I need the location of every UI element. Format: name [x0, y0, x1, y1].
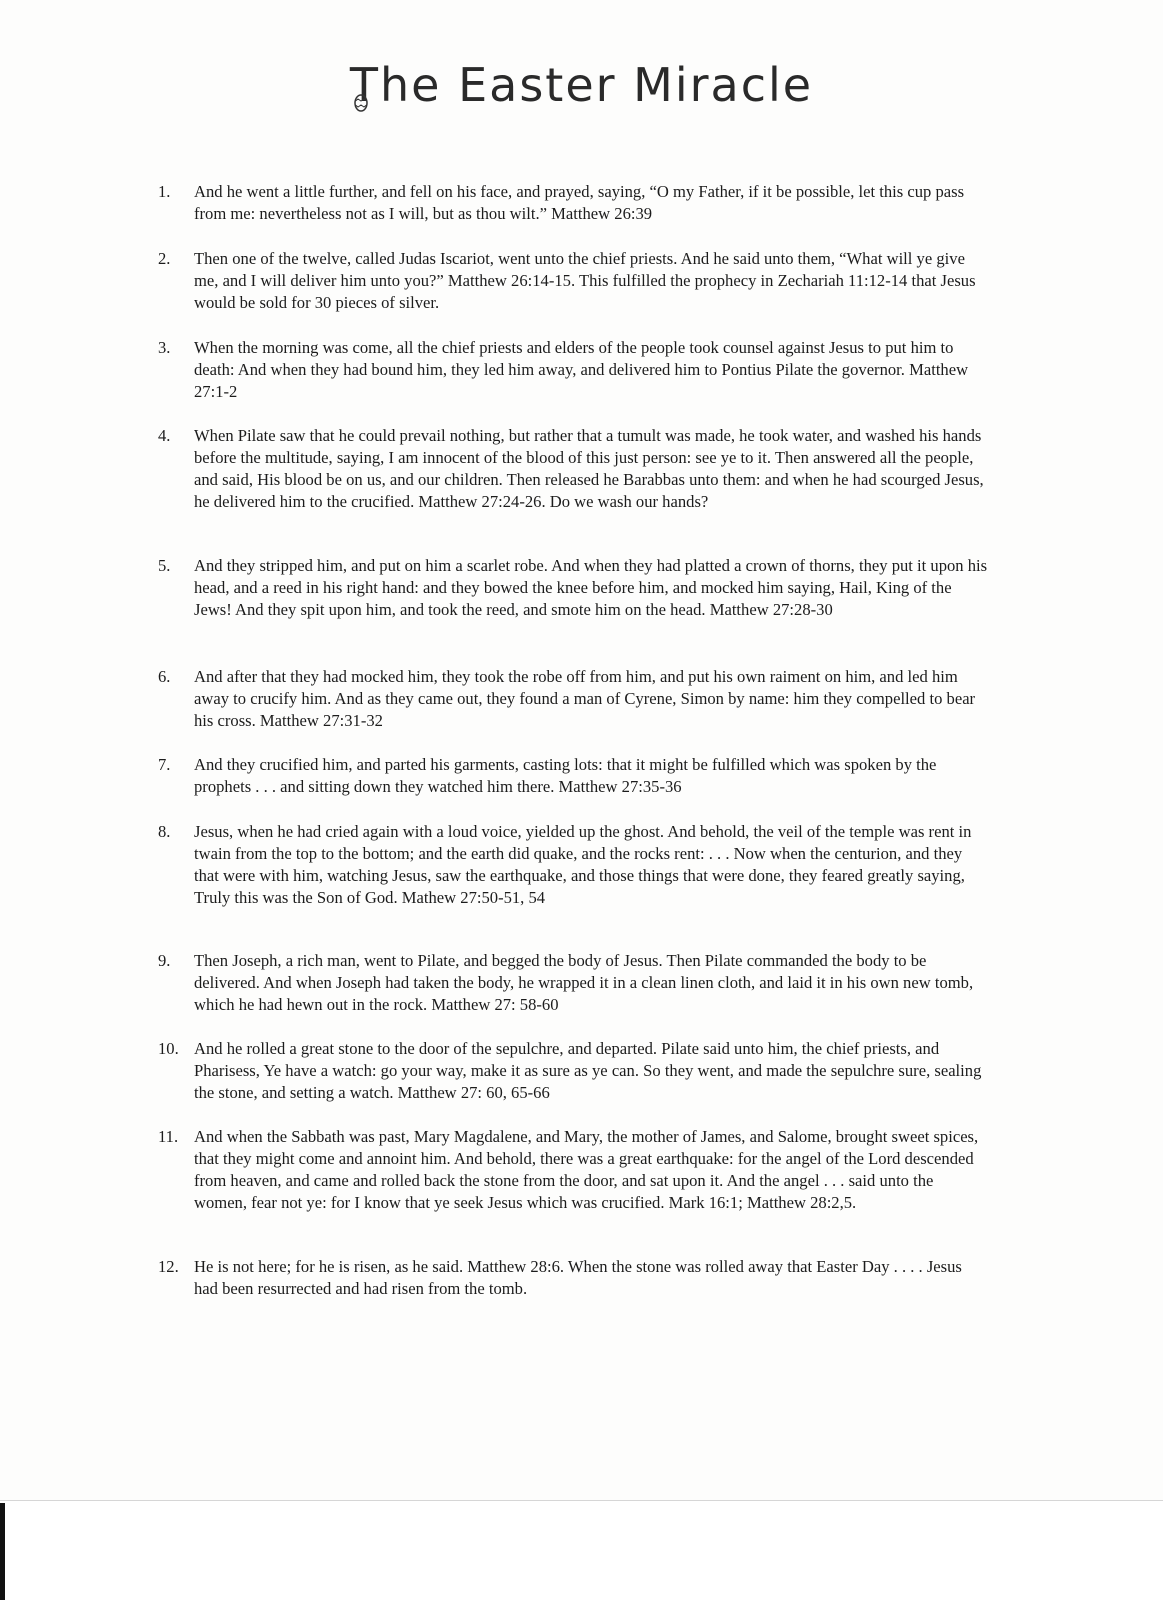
item-number: 7. — [158, 755, 171, 774]
item-number: 1. — [158, 182, 171, 201]
scan-edge-shadow — [0, 1503, 5, 1600]
list-item — [158, 1038, 988, 1104]
item-number: 4. — [158, 426, 171, 445]
item-text: And they stripped him, and put on him a scarlet robe. And when they had platted a crown of thorns, they put it upon his head, and a reed in his right hand: and they bowed the knee before him, and mocked him saying, Hail, King of the Jews! And they spit upon him, and took the reed, and smote him on the head. Matthew 27:28-30 — [194, 556, 988, 619]
item-number: 2. — [158, 249, 171, 268]
item-text: He is not here; for he is risen, as he said. Matthew 28:6. When the stone was rolled away that Easter Day . . . . Jesus had been resurrected and had risen from the tomb. — [194, 1257, 962, 1298]
item-number: 12. — [158, 1257, 179, 1276]
list-item — [158, 754, 988, 798]
list-item — [158, 181, 988, 225]
item-text: And they crucified him, and parted his garments, casting lots: that it might be fulfilled which was spoken by the prophets . . . and sitting down they watched him there. Matthew 27:35-36 — [194, 755, 937, 796]
item-number: 11. — [158, 1127, 179, 1146]
item-text: When Pilate saw that he could prevail nothing, but rather that a tumult was made, he took water, and washed his hands before the multitude, saying, I am innocent of the blood of this just person: see ye to it. Then answered all the people, and said, His blood be on us, and our children. Then released he Barabbas unto them: and when he had scourged Jesus, he delivered him to the crucified. Matthew 27:24-26. Do we wash our hands? — [194, 426, 984, 511]
list-item — [158, 337, 988, 403]
item-number: 5. — [158, 556, 171, 575]
page-title — [0, 58, 1163, 112]
item-text: When the morning was come, all the chief priests and elders of the people took counsel against Jesus to put him to death: And when they had bound him, they led him away, and delivered him to Pontius Pilate the governor. Matthew 27:1-2 — [194, 338, 969, 401]
item-text: And when the Sabbath was past, Mary Magdalene, and Mary, the mother of James, and Salome, brought sweet spices, that they might come and annoint him. And behold, there was a great earthquake: for the angel of the Lord descended from heaven, and came and rolled back the stone from the door, and sat upon it. And the angel . . . said unto the women, fear not ye: for I know that ye seek Jesus which was crucified. Mark 16:1; Matthew 28:2,5. — [194, 1127, 979, 1212]
list-item — [158, 1126, 988, 1214]
list-item — [158, 1256, 988, 1300]
item-number: 9. — [158, 951, 171, 970]
list-item — [158, 821, 988, 909]
item-text: Then Joseph, a rich man, went to Pilate, and begged the body of Jesus. Then Pilate commanded the body to be delivered. And when Joseph had taken the body, he wrapped it in a clean linen cloth, and laid it in his own new tomb, which he had hewn out in the rock. Matthew 27: 58-60 — [194, 951, 974, 1014]
item-text: And he rolled a great stone to the door of the sepulchre, and departed. Pilate said unto him, the chief priests, and Pharisess, Ye have a watch: go your way, make it as sure as ye can. So they went, and made the sepulchre sure, sealing the stone, and setting a watch. Matthew 27: 60, 65-66 — [194, 1039, 982, 1102]
item-text: Jesus, when he had cried again with a loud voice, yielded up the ghost. And behold, the veil of the temple was rent in twain from the top to the bottom; and the earth did quake, and the rocks rent: . . . Now when the centurion, and they that were with him, watching Jesus, saw the earthquake, and those things that were done, they feared greatly saying, Truly this was the Son of God. Mathew 27:50-51, 54 — [194, 822, 972, 907]
list-item — [158, 950, 988, 1016]
list-item — [158, 555, 988, 621]
item-number: 6. — [158, 667, 171, 686]
list-item — [158, 248, 988, 314]
title-text: The Easter Miracle — [349, 58, 814, 112]
item-number: 8. — [158, 822, 171, 841]
item-number: 10. — [158, 1039, 179, 1058]
item-text: And he went a little further, and fell on his face, and prayed, saying, “O my Father, if it be possible, let this cup pass from me: nevertheless not as I will, but as thou wilt.” Matthew 26:39 — [194, 182, 965, 223]
item-number: 3. — [158, 338, 171, 357]
item-text: Then one of the twelve, called Judas Iscariot, went unto the chief priests. And he said unto them, “What will ye give me, and I will deliver him unto you?” Matthew 26:14-15. This fulfilled the prophecy in Zechariah 11:12-14 that Jesus would be sold for 30 pieces of silver. — [194, 249, 976, 312]
list-item — [158, 425, 988, 513]
item-text: And after that they had mocked him, they took the robe off from him, and put his own raiment on him, and led him away to crucify him. And as they came out, they found a man of Cyrene, Simon by name: him they compelled to bear his cross. Matthew 27:31-32 — [194, 667, 976, 730]
list-item — [158, 666, 988, 732]
scanner-bed-strip — [0, 1500, 1163, 1601]
